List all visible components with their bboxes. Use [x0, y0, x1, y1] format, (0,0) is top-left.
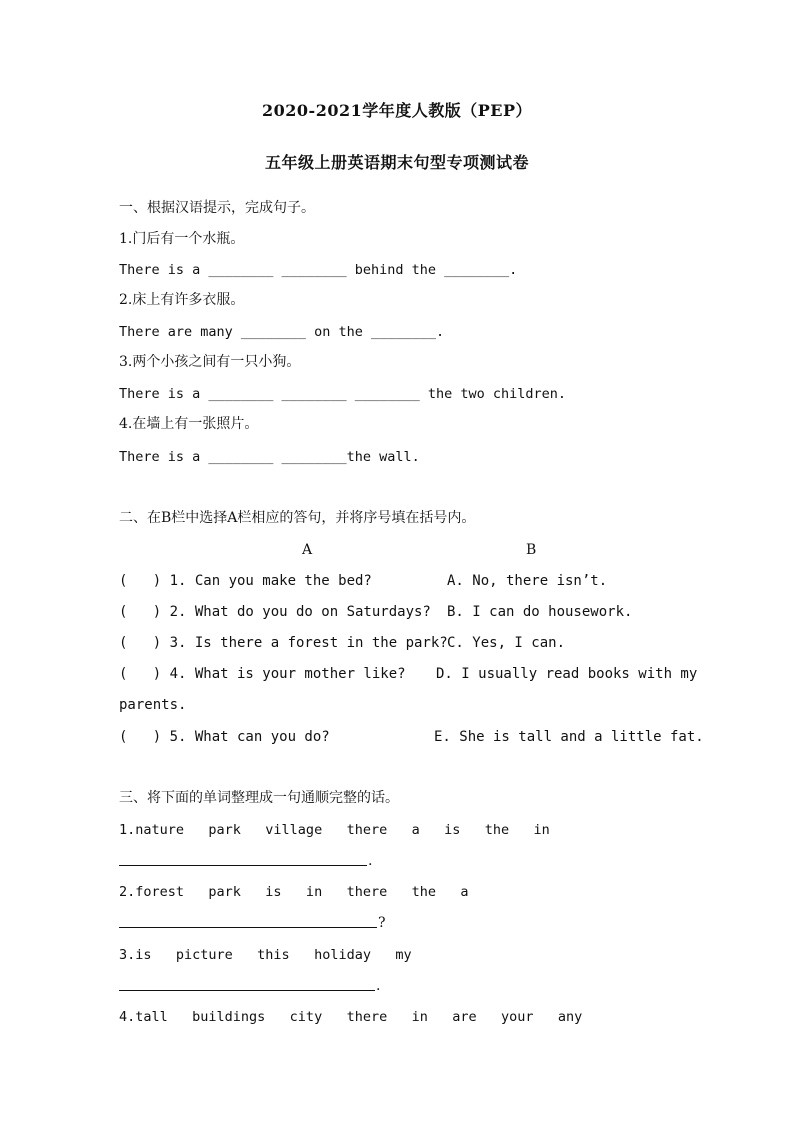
reorder-item-2-words: 2.forest park is in there the a — [119, 884, 469, 900]
section1-item1-prompt: 1.门后有一个水瓶。 — [119, 231, 245, 247]
section1-item4-sentence: There is a ________ ________the wall. — [119, 449, 420, 465]
section1-heading: 一、根据汉语提示，完成句子。 — [119, 200, 315, 216]
section1-item2-sentence: There are many ________ on the ________. — [119, 324, 445, 340]
section1-item3-sentence: There is a ________ ________ ________ the two children. — [119, 386, 567, 402]
section1-item1-sentence: There is a ________ ________ behind the ________. — [119, 262, 518, 278]
page-subtitle: 五年级上册英语期末句型专项测试卷 — [264, 153, 529, 172]
match-row-3-question: ( ) 3. Is there a forest in the park? — [119, 635, 448, 651]
section1-item2-prompt: 2.床上有许多衣服。 — [119, 292, 245, 308]
reorder-item-3-end-mark: . — [376, 978, 381, 994]
reorder-item-3-words: 3.is picture this holiday my — [119, 947, 412, 963]
match-row-4-answer: D. I usually read books with my — [436, 666, 698, 682]
match-row-2-answer: B. I can do housework. — [447, 604, 633, 620]
section2-heading: 二、在B栏中选择A栏相应的答句，并将序号填在括号内。 — [119, 510, 476, 526]
match-row-3-answer: C. Yes, I can. — [447, 635, 566, 651]
match-row-1-answer: A. No, there isn’t. — [447, 573, 608, 589]
column-b-header: B — [526, 542, 537, 558]
match-row-1-question: ( ) 1. Can you make the bed? — [119, 573, 372, 589]
reorder-item-4-words: 4.tall buildings city there in are your any — [119, 1009, 583, 1025]
match-row-4-answer-continuation: parents. — [119, 697, 187, 713]
reorder-item-2-end-mark: ? — [378, 915, 386, 931]
reorder-item-3-answer-line — [119, 990, 375, 991]
section3-heading: 三、将下面的单词整理成一句通顺完整的话。 — [119, 790, 399, 806]
reorder-item-1-answer-line — [119, 865, 367, 866]
section1-item3-prompt: 3.两个小孩之间有一只小狗。 — [119, 354, 301, 370]
match-row-5-answer: E. She is tall and a little fat. — [434, 729, 704, 745]
section1-item4-prompt: 4.在墙上有一张照片。 — [119, 416, 259, 432]
reorder-item-1-end-mark: . — [368, 853, 373, 869]
reorder-item-1-words: 1.nature park village there a is the in — [119, 822, 550, 838]
match-row-5-question: ( ) 5. What can you do? — [119, 729, 330, 745]
page-title: 2020-2021学年度人教版（PEP） — [262, 101, 532, 120]
match-row-4-question: ( ) 4. What is your mother like? — [119, 666, 406, 682]
reorder-item-2-answer-line — [119, 927, 377, 928]
column-a-header: A — [302, 542, 313, 558]
match-row-2-question: ( ) 2. What do you do on Saturdays? — [119, 604, 431, 620]
